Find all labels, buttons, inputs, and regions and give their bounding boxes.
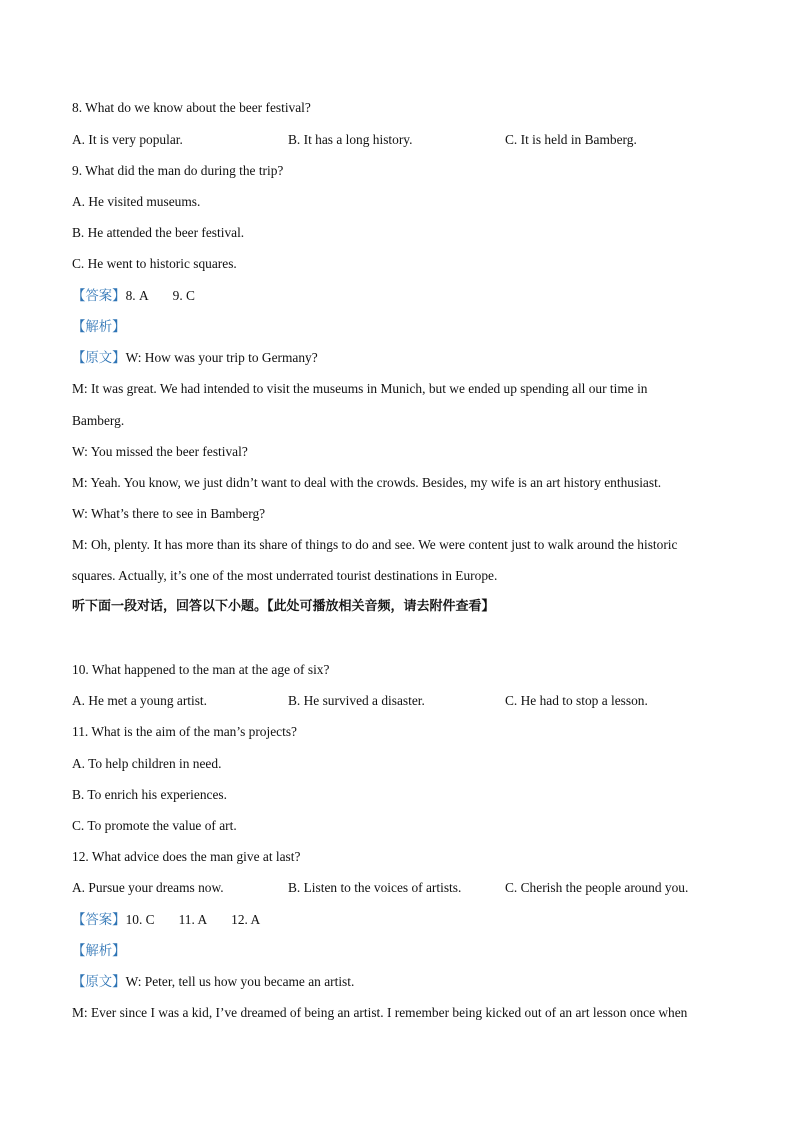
answer-label: 【答案】: [72, 913, 126, 928]
analysis-label-1: 【解析】: [72, 320, 126, 335]
transcript-label: 【原文】: [72, 975, 126, 990]
transcript-1-line-4: W: You missed the beer festival?: [72, 444, 248, 459]
q9-option-c: C. He went to historic squares.: [72, 256, 237, 271]
transcript-label: 【原文】: [72, 351, 126, 366]
q12-option-a: A. Pursue your dreams now.: [72, 880, 224, 895]
transcript-1-line-6: W: What’s there to see in Bamberg?: [72, 506, 266, 521]
q8-option-a: A. It is very popular.: [72, 132, 183, 147]
answer-11: 11. A: [178, 912, 208, 927]
transcript-2-line-1: 【原文】W: Peter, tell us how you became an artist.: [72, 974, 355, 990]
answer-block-2: [72, 912, 260, 929]
q9-option-a: A. He visited museums.: [72, 194, 201, 209]
answer-10: 10. C: [125, 912, 155, 927]
question-12: 12. What advice does the man give at last?: [72, 849, 301, 864]
answer-block-1: [72, 288, 195, 305]
transcript-1-line-3: Bamberg.: [72, 413, 125, 428]
q10-option-b: B. He survived a disaster.: [288, 693, 425, 708]
analysis-label-2: 【解析】: [72, 944, 126, 959]
q11-option-a: A. To help children in need.: [72, 756, 222, 771]
answer-label: 【答案】: [72, 289, 126, 304]
q9-option-b: B. He attended the beer festival.: [72, 225, 245, 240]
transcript-1-line-2: M: It was great. We had intended to visit the museums in Munich, but we ended up spending all our time in: [72, 381, 648, 396]
transcript-1-line-7: M: Oh, plenty. It has more than its share of things to do and see. We were content just to walk around the historic: [72, 537, 678, 552]
q11-option-c: C. To promote the value of art.: [72, 818, 237, 833]
listening-instruction: 听下面一段对话，回答以下小题。【此处可播放相关音频，请去附件查看】: [72, 599, 495, 614]
q8-option-b: B. It has a long history.: [288, 132, 413, 147]
q8-option-c: C. It is held in Bamberg.: [505, 132, 637, 147]
question-8: 8. What do we know about the beer festival?: [72, 100, 311, 115]
question-11: 11. What is the aim of the man’s projects?: [72, 724, 297, 739]
q12-option-c: C. Cherish the people around you.: [505, 880, 689, 895]
q10-option-a: A. He met a young artist.: [72, 693, 207, 708]
transcript-1-line-5: M: Yeah. You know, we just didn’t want to deal with the crowds. Besides, my wife is an art history enthusiast.: [72, 475, 662, 490]
question-10: 10. What happened to the man at the age of six?: [72, 662, 330, 677]
q10-option-c: C. He had to stop a lesson.: [505, 693, 648, 708]
transcript-2-line-2: M: Ever since I was a kid, I’ve dreamed of being an artist. I remember being kicked out of an art lesson once when: [72, 1005, 688, 1020]
question-9: 9. What did the man do during the trip?: [72, 163, 284, 178]
transcript-1-line-8: squares. Actually, it’s one of the most underrated tourist destinations in Europe.: [72, 568, 498, 583]
answer-8: 8. A: [125, 288, 149, 303]
q12-option-b: B. Listen to the voices of artists.: [288, 880, 462, 895]
answer-9: 9. C: [172, 288, 195, 303]
transcript-1-line-1: 【原文】W: How was your trip to Germany?: [72, 350, 318, 366]
answer-12: 12. A: [231, 912, 261, 927]
q11-option-b: B. To enrich his experiences.: [72, 787, 227, 802]
